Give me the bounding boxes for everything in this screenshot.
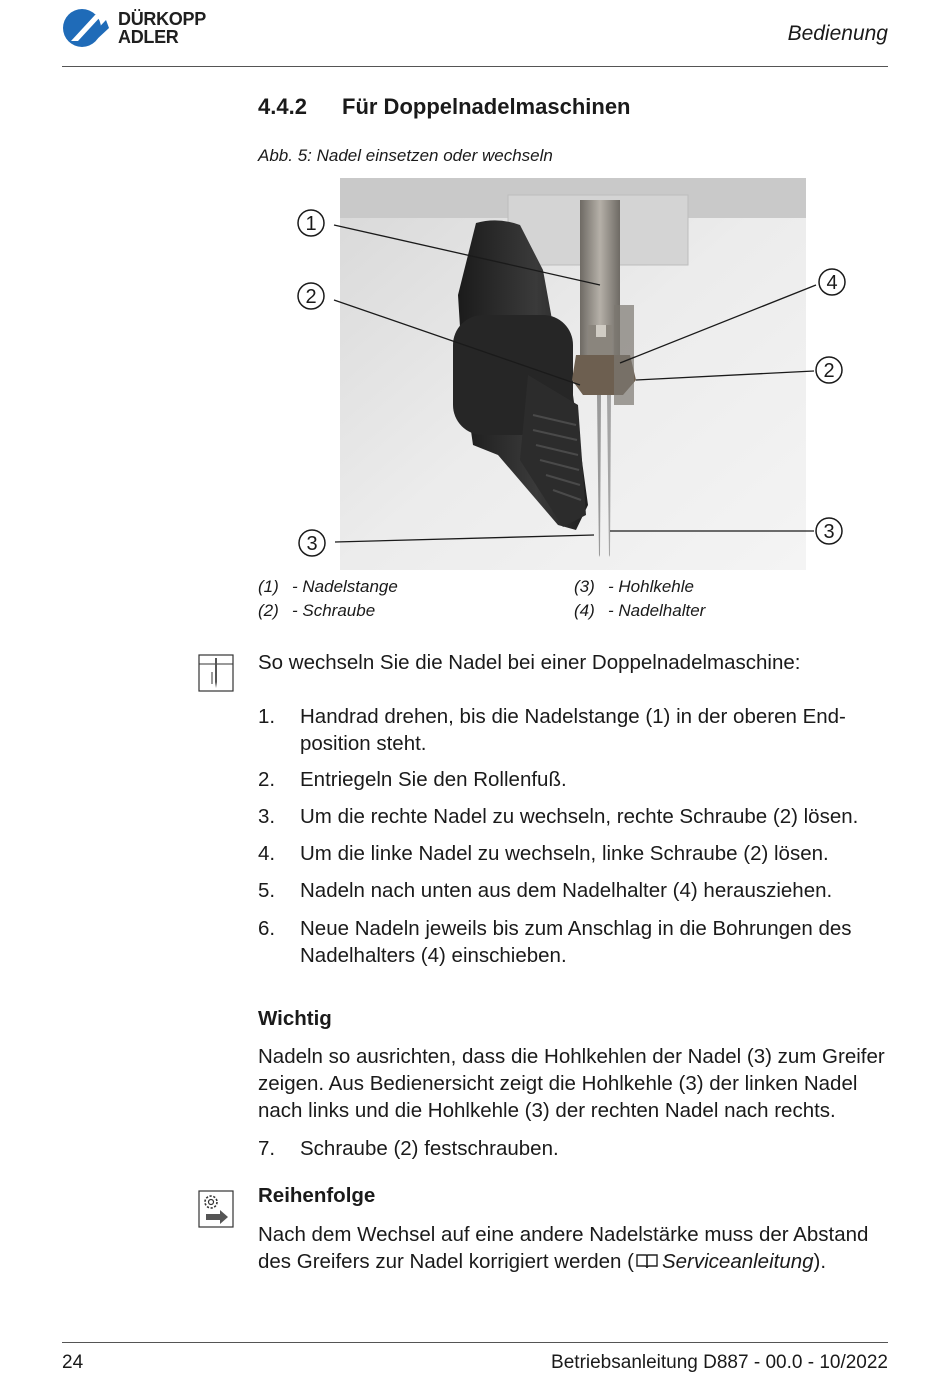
step-text: Nadeln nach unten aus dem Nadelhalter (4) herausziehen. [300, 879, 833, 902]
step-number: 1. [258, 705, 276, 728]
step-text: Handrad drehen, bis die Nadelstange (1) in der oberen End-position steht. [300, 705, 846, 755]
step-number: 3. [258, 805, 276, 828]
callout-1-label: 1 [305, 213, 317, 235]
section-title: Für Doppelnadelmaschinen [342, 94, 631, 119]
legend-index: (3) [574, 577, 595, 596]
legend-index: (1) [258, 577, 279, 596]
needle-figure [258, 175, 888, 575]
book-icon [635, 1252, 659, 1270]
order-text-end: ). [813, 1250, 827, 1273]
footer-divider [62, 1342, 888, 1343]
important-text: Nadeln so ausrichten, dass die Hohlkehlen der Nadel (3) zum Greifer zeigen. Aus Bedienersicht zeigt die Hohlkehle (3) der linken Nadel nach links und die Hohlkehle (3) der rechten Nadel nach rechts. [258, 1045, 885, 1122]
order-text-main: Nach dem Wechsel auf eine andere Nadelstärke muss der Abstand des Greifers zur Nadel korrigiert werden ( [258, 1223, 869, 1273]
legend-item-3 [574, 577, 694, 597]
service-manual-reference[interactable]: Serviceanleitung [661, 1250, 814, 1273]
callout-3-right [816, 518, 842, 544]
logo-mark-icon [62, 8, 112, 48]
callout-4 [819, 269, 845, 295]
step-text: Entriegeln Sie den Rollenfuß. [300, 768, 567, 791]
order-heading: Reihenfolge [258, 1184, 376, 1207]
legend-label: - Nadelhalter [608, 601, 706, 620]
step-number: 5. [258, 879, 276, 902]
important-heading: Wichtig [258, 1007, 332, 1030]
step-text: Neue Nadeln jeweils bis zum Anschlag in die Bohrungen des Nadelhalters (4) einschieben. [300, 917, 852, 967]
legend-label: - Nadelstange [292, 577, 398, 596]
step-2 [258, 766, 890, 793]
step-3 [258, 803, 890, 830]
step-5 [258, 877, 890, 904]
step-number: 2. [258, 768, 276, 791]
section-number: 4.4.2 [258, 94, 307, 119]
step-1 [258, 703, 890, 757]
gear-arrow-icon [198, 1190, 234, 1228]
step-6 [258, 915, 890, 969]
callout-3-right-label: 3 [823, 521, 835, 543]
page-number: 24 [62, 1352, 84, 1373]
step-4 [258, 840, 890, 867]
step-text: Schraube (2) festschrauben. [300, 1137, 559, 1160]
step-number: 7. [258, 1137, 276, 1160]
company-logo [62, 8, 232, 50]
header-divider [62, 66, 888, 67]
callout-4-label: 4 [826, 272, 838, 294]
document-reference: Betriebsanleitung D887 - 00.0 - 10/2022 [551, 1352, 888, 1373]
callout-2-left [298, 283, 324, 309]
callout-3-left [299, 530, 325, 556]
figure-caption: Abb. 5: Nadel einsetzen oder wechseln [258, 146, 553, 165]
intro-text: So wechseln Sie die Nadel bei einer Doppelnadelmaschine: [258, 651, 801, 674]
step-number: 4. [258, 842, 276, 865]
step-7 [258, 1135, 890, 1162]
callout-3-left-label: 3 [306, 533, 318, 555]
machine-photo [340, 178, 806, 570]
section-heading [258, 94, 631, 120]
legend-index: (2) [258, 601, 279, 620]
legend-item-1 [258, 577, 398, 597]
step-text: Um die linke Nadel zu wechseln, linke Schraube (2) lösen. [300, 842, 829, 865]
legend-label: - Hohlkehle [608, 577, 694, 596]
order-text [258, 1221, 890, 1275]
step-number: 6. [258, 917, 276, 940]
callout-2-right [816, 357, 842, 383]
legend-item-4 [574, 601, 705, 621]
callout-2-right-label: 2 [823, 360, 835, 382]
step-text: Um die rechte Nadel zu wechseln, rechte Schraube (2) lösen. [300, 805, 859, 828]
legend-index: (4) [574, 601, 595, 620]
header-section-title: Bedienung [787, 22, 888, 45]
callout-2-left-label: 2 [305, 286, 317, 308]
logo-text-line2: ADLER [118, 27, 179, 47]
needle-icon [198, 654, 234, 692]
logo-text-line1: DÜRKOPP [118, 9, 206, 29]
figure-illustration [258, 175, 888, 575]
legend-item-2 [258, 601, 375, 621]
callout-1 [298, 210, 324, 236]
legend-label: - Schraube [292, 601, 376, 620]
